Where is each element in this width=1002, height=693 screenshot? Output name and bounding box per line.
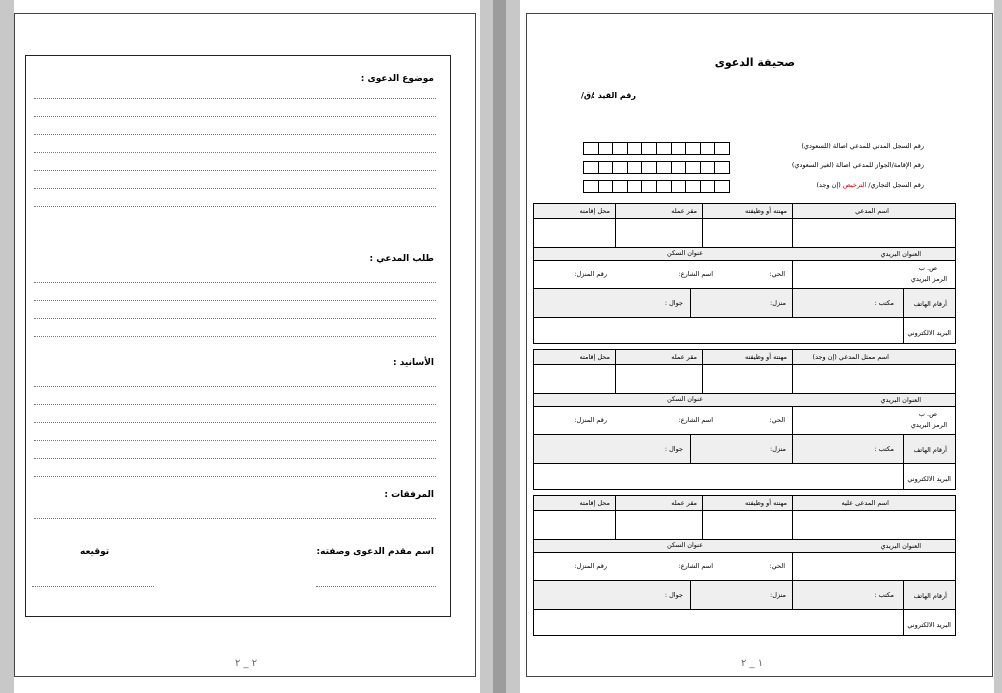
email-row[interactable] — [533, 317, 956, 344]
applicant-line — [316, 586, 436, 587]
digit-box[interactable] — [583, 180, 599, 193]
values-row[interactable] — [533, 510, 956, 540]
digit-box[interactable] — [686, 161, 701, 174]
digit-box[interactable] — [715, 180, 730, 193]
dotted-line — [34, 116, 436, 117]
digit-box[interactable] — [686, 142, 701, 155]
nationality-label: محل إقامته — [579, 499, 610, 507]
digit-box[interactable] — [642, 180, 657, 193]
house-number-label: رقم المنزل: — [574, 416, 607, 424]
attachments-label: المرفقات : — [384, 490, 434, 500]
document-page-2 — [14, 13, 476, 677]
request-label: طلب المدعي : — [369, 254, 434, 264]
district-label: الحي: — [769, 270, 785, 278]
residence-id-label: رقم الإقامة/الجواز للمدعي اصالة (لغير السعودي) — [791, 161, 924, 169]
digit-box[interactable] — [628, 161, 643, 174]
phones-row[interactable] — [533, 434, 956, 464]
commercial-reg-label — [817, 181, 924, 189]
header-row — [533, 349, 956, 365]
dotted-line — [34, 282, 436, 283]
digit-box[interactable] — [583, 161, 599, 174]
postal-address-label: العنوان البريدي — [880, 250, 921, 258]
phones-row[interactable] — [533, 580, 956, 610]
zip-code-label: الرمز البريدي — [910, 421, 947, 429]
digit-box[interactable] — [642, 161, 657, 174]
digit-box[interactable] — [583, 142, 599, 155]
workplace-label: مقر عمله — [671, 499, 697, 507]
dotted-line — [34, 170, 436, 171]
job-label: مهنته أو وظيفته — [745, 499, 787, 507]
email-row[interactable] — [533, 609, 956, 636]
header-row — [533, 495, 956, 511]
dotted-line — [34, 458, 436, 459]
postal-address-label: العنوان البريدي — [880, 542, 921, 550]
job-label: مهنته أو وظيفته — [745, 207, 787, 215]
nationality-label: محل إقامته — [579, 207, 610, 215]
home-phone-label: منزل: — [770, 591, 786, 599]
digit-box[interactable] — [613, 161, 628, 174]
address-header-row — [533, 393, 956, 407]
dotted-line — [34, 206, 436, 207]
digit-box[interactable] — [672, 180, 687, 193]
digit-box[interactable] — [599, 161, 614, 174]
party-block — [533, 349, 956, 490]
grounds-label: الأسانيد : — [392, 358, 434, 368]
phones-label: أرقام الهاتف — [913, 300, 947, 308]
digit-box[interactable] — [701, 180, 716, 193]
dotted-line — [34, 440, 436, 441]
commercial-reg-text: رقم السجل التجاري/ — [868, 181, 924, 189]
residence-address-label: عنوان السكن — [667, 541, 703, 549]
mobile-phone-label: جوال : — [664, 445, 683, 453]
phones-row[interactable] — [533, 288, 956, 318]
workspace-gutter-middle — [480, 0, 520, 693]
home-phone-label: منزل: — [770, 445, 786, 453]
digit-box[interactable] — [599, 142, 614, 155]
page-number: ١ _ ٢ — [741, 658, 764, 669]
digit-box[interactable] — [701, 142, 716, 155]
digit-box[interactable] — [672, 161, 687, 174]
dotted-line — [34, 152, 436, 153]
commercial-reg-boxes[interactable] — [583, 180, 730, 192]
phones-label: أرقام الهاتف — [913, 592, 947, 600]
address-header-row — [533, 247, 956, 261]
job-label: مهنته أو وظيفته — [745, 353, 787, 361]
mobile-phone-label: جوال : — [664, 299, 683, 307]
digit-box[interactable] — [657, 180, 672, 193]
applicant-label: اسم مقدم الدعوى وصفته: — [316, 547, 434, 557]
street-label: اسم الشارع: — [678, 416, 713, 424]
street-label: اسم الشارع: — [678, 562, 713, 570]
party-block — [533, 495, 956, 636]
phones-label: أرقام الهاتف — [913, 446, 947, 454]
email-label: البريد الالكتروني — [907, 329, 951, 337]
digit-box[interactable] — [599, 180, 614, 193]
dotted-line — [34, 386, 436, 387]
dotted-line — [34, 98, 436, 99]
email-row[interactable] — [533, 463, 956, 490]
dotted-line — [34, 318, 436, 319]
name-label: اسم المدعى عليه — [841, 499, 889, 507]
district-label: الحي: — [769, 416, 785, 424]
dotted-line — [34, 404, 436, 405]
digit-box[interactable] — [642, 142, 657, 155]
home-phone-label: منزل: — [770, 299, 786, 307]
party-block — [533, 203, 956, 344]
values-row[interactable] — [533, 364, 956, 394]
header-row — [533, 203, 956, 219]
residence-address-label: عنوان السكن — [667, 249, 703, 257]
street-label: اسم الشارع: — [678, 270, 713, 278]
po-box-label: ص. ب — [918, 410, 937, 418]
license-text: الترخيص — [842, 181, 867, 189]
digit-box[interactable] — [715, 161, 730, 174]
office-phone-label: مكتب : — [874, 299, 894, 307]
workplace-label: مقر عمله — [671, 353, 697, 361]
registration-label: رقم القيد : — [591, 91, 636, 100]
subject-label: موضوع الدعوى : — [360, 74, 434, 84]
address-row[interactable] — [533, 260, 956, 289]
zip-code-label: الرمز البريدي — [910, 275, 947, 283]
office-phone-label: مكتب : — [874, 445, 894, 453]
dotted-line — [34, 476, 436, 477]
house-number-label: رقم المنزل: — [574, 562, 607, 570]
email-label: البريد الالكتروني — [907, 475, 951, 483]
signature-line — [32, 586, 154, 587]
workspace-gutter-left — [0, 0, 14, 693]
house-number-label: رقم المنزل: — [574, 270, 607, 278]
dotted-line — [34, 518, 436, 519]
address-header-row — [533, 539, 956, 553]
dotted-line — [34, 300, 436, 301]
dotted-line — [34, 422, 436, 423]
district-label: الحي: — [769, 562, 785, 570]
civil-id-boxes[interactable] — [583, 142, 730, 154]
digit-box[interactable] — [657, 161, 672, 174]
dotted-line — [34, 134, 436, 135]
nationality-label: محل إقامته — [579, 353, 610, 361]
digit-box[interactable] — [628, 142, 643, 155]
digit-box[interactable] — [686, 180, 701, 193]
digit-box[interactable] — [672, 142, 687, 155]
vertical-ruler — [493, 0, 506, 693]
digit-box[interactable] — [613, 180, 628, 193]
document-page-1 — [526, 13, 993, 677]
mobile-phone-label: جوال : — [664, 591, 683, 599]
po-box-label: ص. ب — [918, 264, 937, 272]
residence-address-label: عنوان السكن — [667, 395, 703, 403]
values-row[interactable] — [533, 218, 956, 248]
form-title: صحيفة الدعوى — [714, 56, 795, 69]
name-label: اسم المدعي — [855, 207, 889, 215]
office-phone-label: مكتب : — [874, 591, 894, 599]
digit-box[interactable] — [715, 142, 730, 155]
signature-label: توقيعه — [80, 547, 110, 557]
residence-id-boxes[interactable] — [583, 161, 730, 173]
name-label: اسم ممثل المدعي (إن وجد) — [812, 353, 889, 361]
page-number: ٢ _ ٢ — [235, 658, 258, 669]
digit-box[interactable] — [701, 161, 716, 174]
content-frame — [25, 55, 451, 617]
address-row[interactable] — [533, 552, 956, 581]
digit-box[interactable] — [628, 180, 643, 193]
registration-value: /ق/ — [581, 91, 594, 100]
civil-id-label: رقم السجل المدني للمدعي اصالة (للسعودي) — [801, 142, 924, 150]
digit-box[interactable] — [613, 142, 628, 155]
postal-address-label: العنوان البريدي — [880, 396, 921, 404]
if-exists-text: (إن وجد) — [816, 181, 841, 189]
digit-box[interactable] — [657, 142, 672, 155]
email-label: البريد الالكتروني — [907, 621, 951, 629]
workspace-gutter-right — [994, 0, 1002, 693]
address-row[interactable] — [533, 406, 956, 435]
workplace-label: مقر عمله — [671, 207, 697, 215]
dotted-line — [34, 188, 436, 189]
dotted-line — [34, 336, 436, 337]
